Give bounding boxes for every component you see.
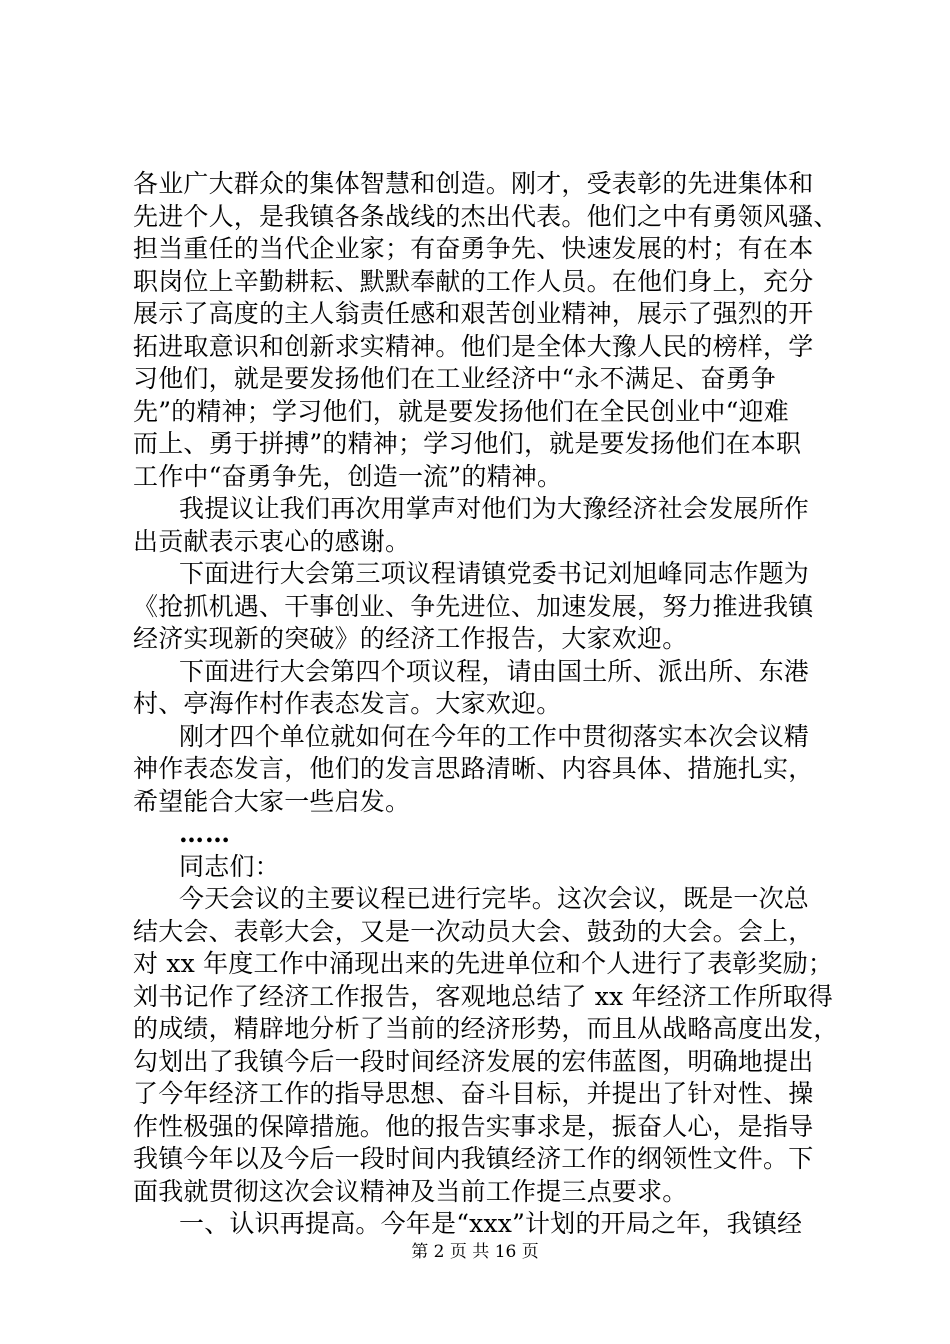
text-line: 下面进行大会第四个项议程，请由国土所、派出所、东港 <box>179 656 810 686</box>
text-line: 下面进行大会第三项议程请镇党委书记刘旭峰同志作题为 <box>179 559 810 588</box>
text-line: 刚才四个单位就如何在今年的工作中贯彻落实本次会议精 <box>179 721 810 751</box>
text-line: 各业广大群众的集体智慧和创造。刚才，受表彰的先进集体和 <box>133 169 814 198</box>
text-line: 展示了高度的主人翁责任感和艰苦创业精神，展示了强烈的开 <box>133 299 814 328</box>
text-line: 神作表态发言，他们的发言思路清晰、内容具体、措施扎实， <box>133 754 814 783</box>
text-line: 对 xx 年度工作中涌现出来的先进单位和个人进行了表彰奖励； <box>133 949 834 978</box>
text-line: 刘书记作了经济工作报告，客观地总结了 xx 年经济工作所取得 <box>133 981 834 1011</box>
text-line: 先进个人，是我镇各条战线的杰出代表。他们之中有勇领风骚、 <box>133 201 839 231</box>
text-line: 面我就贯彻这次会议精神及当前工作提三点要求。 <box>133 1176 688 1206</box>
text-line: 今天会议的主要议程已进行完毕。这次会议，既是一次总 <box>179 884 810 913</box>
text-line: 拓进取意识和创新求实精神。他们是全体大豫人民的榜样，学 <box>133 331 814 361</box>
text-line: 勾划出了我镇今后一段时间经济发展的宏伟蓝图，明确地提出 <box>133 1046 814 1076</box>
text-line: 同志们： <box>179 851 280 881</box>
text-line: 习他们，就是要发扬他们在工业经济中“永不满足、奋勇争 <box>133 364 776 393</box>
body-text <box>133 168 839 1241</box>
text-line: 结大会、表彰大会，又是一次动员大会、鼓劲的大会。会上， <box>133 916 814 946</box>
ellipsis-line: …… <box>179 819 231 848</box>
text-line: 经济实现新的突破》的经济工作报告，大家欢迎。 <box>133 624 688 653</box>
text-line: 《抢抓机遇、干事创业、争先进位、加速发展，努力推进我镇 <box>133 591 814 621</box>
text-line: 的成绩，精辟地分析了当前的经济形势，而且从战略高度出发， <box>133 1014 839 1043</box>
text-line: 担当重任的当代企业家；有奋勇争先、快速发展的村；有在本 <box>133 234 814 263</box>
text-line: 而上、勇于拼搏”的精神；学习他们，就是要发扬他们在本职 <box>133 429 802 458</box>
text-line: 一、认识再提高。今年是“xxx”计划的开局之年，我镇经 <box>179 1209 803 1238</box>
text-line: 希望能合大家一些启发。 <box>133 786 411 816</box>
text-line: 出贡献表示衷心的感谢。 <box>133 526 411 556</box>
text-line: 职岗位上辛勤耕耘、默默奉献的工作人员。在他们身上，充分 <box>133 266 814 296</box>
text-line: 村、亭海作村作表态发言。大家欢迎。 <box>133 689 562 718</box>
text-line: 先”的精神；学习他们，就是要发扬他们在全民创业中“迎难 <box>133 396 789 426</box>
text-line: 我镇今年以及今后一段时间内我镇经济工作的纲领性文件。下 <box>133 1144 814 1173</box>
text-line: 了今年经济工作的指导思想、奋斗目标，并提出了针对性、操 <box>133 1079 814 1108</box>
page-footer: 第 2 页 共 16 页 <box>411 1242 539 1262</box>
text-line: 工作中“奋勇争先，创造一流”的精神。 <box>133 461 563 491</box>
text-line: 作性极强的保障措施。他的报告实事求是，振奋人心，是指导 <box>133 1111 814 1141</box>
text-line: 我提议让我们再次用掌声对他们为大豫经济社会发展所作 <box>179 494 810 523</box>
